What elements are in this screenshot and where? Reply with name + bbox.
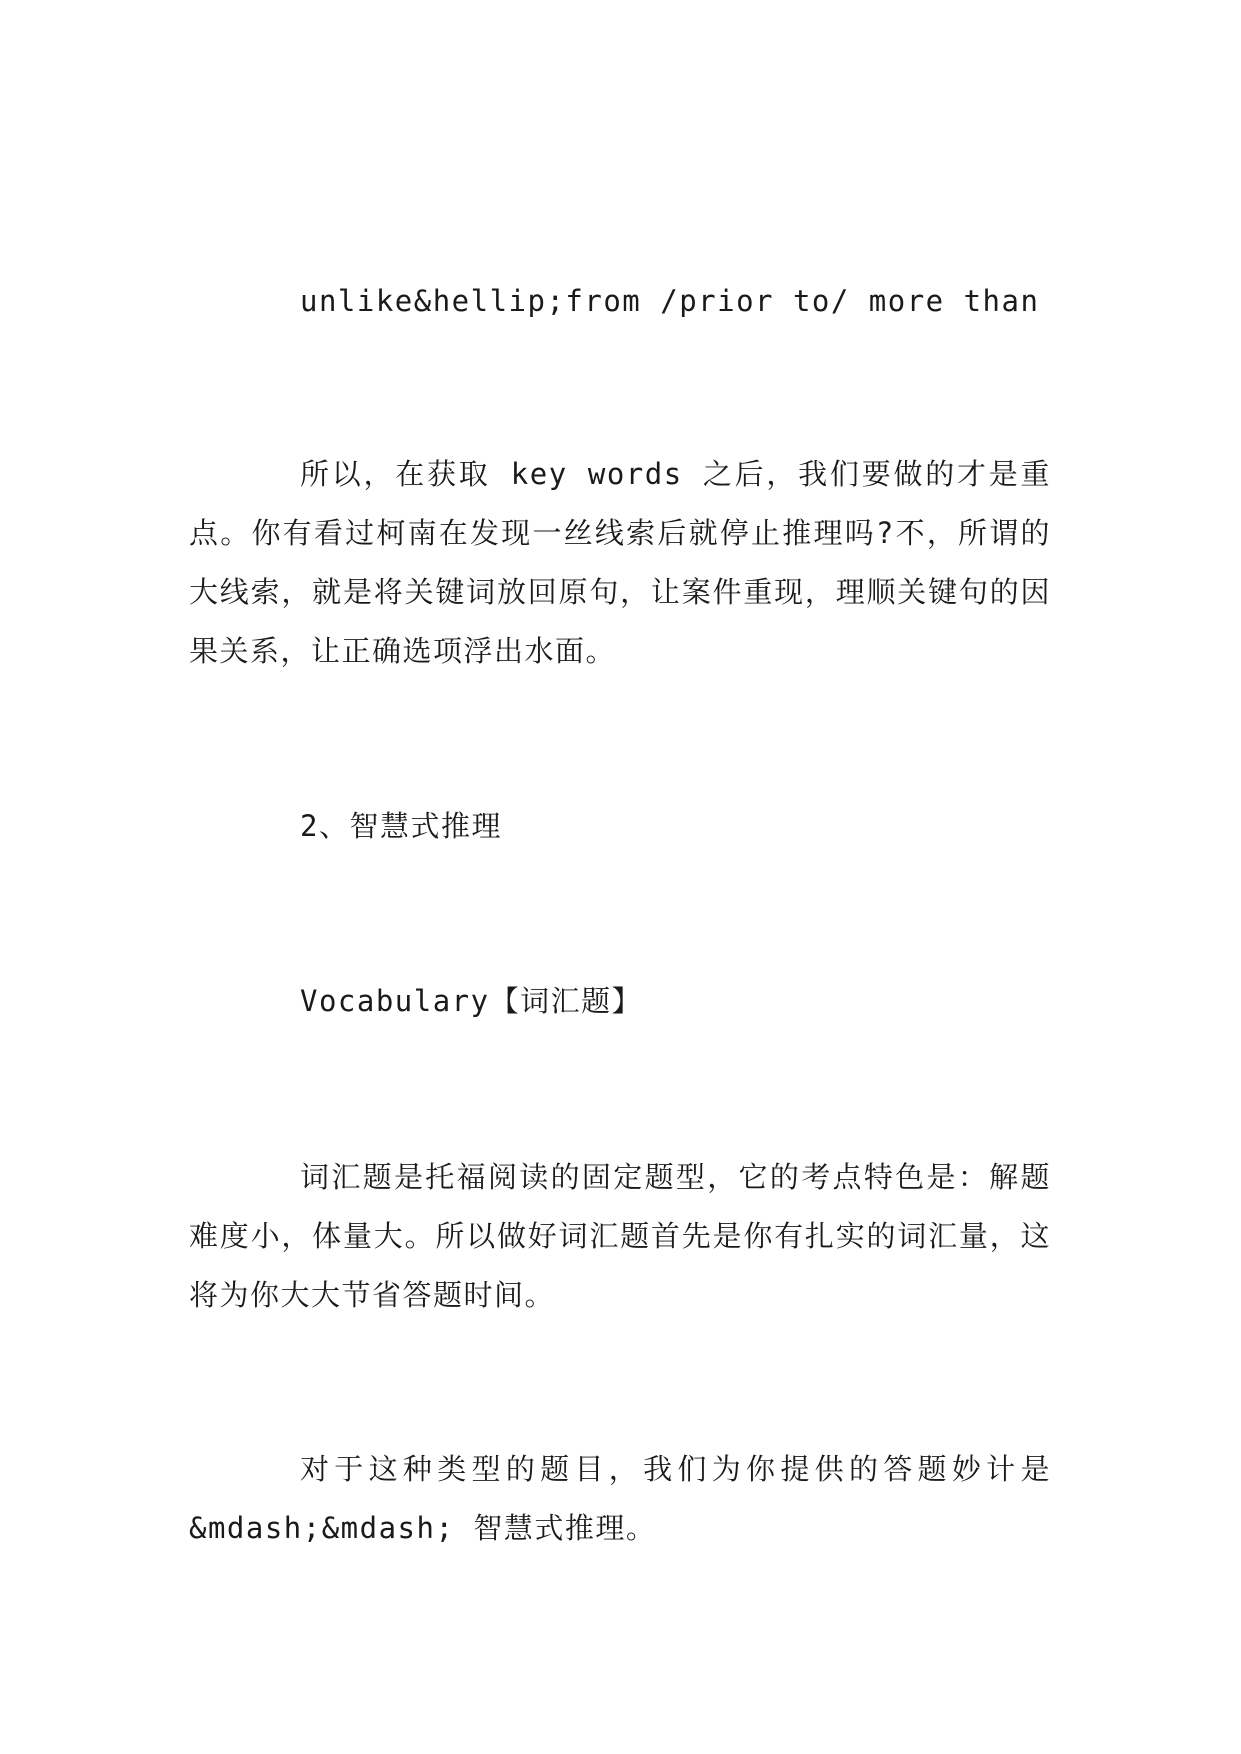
- paragraph-phrase-list: unlike&hellip;from /prior to/ more than: [300, 284, 1040, 318]
- paragraph-key-words: 所以，在获取 key words 之后，我们要做的才是重点。你有看过柯南在发现一丝线索后就停止推理吗?不，所谓的大线索，就是将关键词放回原句，让案件重现，理顺关键句的因果关系，让正确选项浮出水面。: [189, 457, 1051, 668]
- paragraph-strategy: 对于这种类型的题目，我们为你提供的答题妙计是&mdash;&mdash; 智慧式推理。: [189, 1452, 1051, 1545]
- section-heading-smart-reasoning: 2、智慧式推理: [300, 809, 502, 843]
- subheading-vocabulary: Vocabulary【词汇题】: [300, 984, 643, 1018]
- paragraph-vocabulary-intro: 词汇题是托福阅读的固定题型，它的考点特色是：解题难度小，体量大。所以做好词汇题首先是你有扎实的词汇量，这将为你大大节省答题时间。: [189, 1160, 1051, 1312]
